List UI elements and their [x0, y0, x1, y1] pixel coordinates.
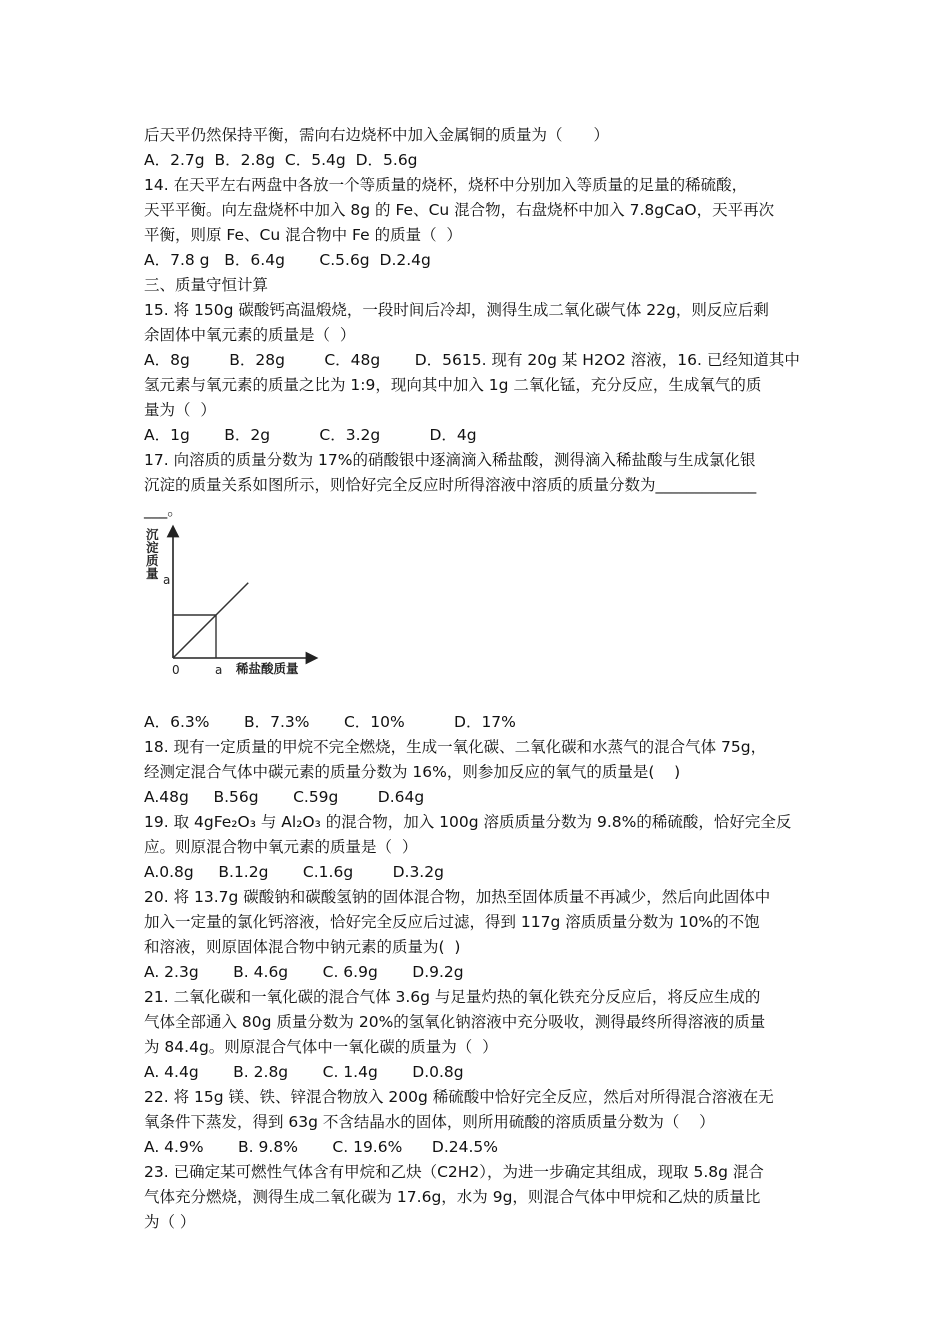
text-line: A．8g B．28g C．48g D．5615. 现有 20g 某 H2O2 溶液，16. 已经知道其中 [144, 351, 800, 369]
text-line: 22. 将 15g 镁、铁、锌混合物放入 200g 稀硫酸中恰好完全反应，然后对所得混合溶液在无 [144, 1088, 774, 1106]
text-line: 后天平仍然保持平衡，需向右边烧杯中加入金属铜的质量为（ ） [144, 126, 610, 144]
y-tick-label: a [163, 573, 171, 587]
y-axis-label-char: 沉 [146, 527, 159, 542]
text-line: 23. 已确定某可燃性气体含有甲烷和乙炔（C2H2），为进一步确定其组成，现取 5.8g 混合 [144, 1163, 764, 1181]
x-tick-label: a [215, 663, 223, 677]
y-axis-label-char: 量 [146, 566, 159, 581]
text-line: ___。 [144, 501, 183, 519]
text-line: 平衡，则原 Fe、Cu 混合物中 Fe 的质量（ ） [144, 226, 462, 244]
text-line: 19. 取 4gFe₂O₃ 与 Al₂O₃ 的混合物，加入 100g 溶质质量分数为 9.8%的稀硫酸，恰好完全反 [144, 813, 792, 831]
y-axis-label-char: 淀 [146, 540, 159, 555]
text-line: 沉淀的质量关系如图所示，则恰好完全反应时所得溶液中溶质的质量分数为_____________ [144, 476, 757, 494]
series-line [173, 583, 248, 658]
text-line: A. 4.9% B. 9.8% C. 19.6% D.24.5% [144, 1138, 498, 1156]
text-line: 14. 在天平左右两盘中各放一个等质量的烧杯，烧杯中分别加入等质量的足量的稀硫酸， [144, 176, 748, 194]
text-line: A.48g B.56g C.59g D.64g [144, 788, 425, 806]
text-line: 余固体中氧元素的质量是（ ） [144, 326, 356, 344]
text-line: 应。则原混合物中氧元素的质量是（ ） [144, 838, 418, 856]
document-content [144, 123, 810, 1235]
section-heading: 三、质量守恒计算 [144, 276, 269, 294]
text-line: 量为（ ） [144, 401, 216, 419]
text-line: 和溶液，则原固体混合物中钠元素的质量为( ) [144, 938, 461, 956]
text-line: 天平平衡。向左盘烧杯中加入 8g 的 Fe、Cu 混合物，右盘烧杯中加入 7.8gCaO，天平再次 [144, 201, 775, 219]
text-line: 为（ ） [144, 1213, 196, 1231]
text-line: 加入一定量的氯化钙溶液，恰好完全反应后过滤，得到 117g 溶质质量分数为 10%的不饱 [144, 913, 760, 931]
text-line: A．6.3% B．7.3% C．10% D．17% [144, 713, 516, 731]
text-line: 18. 现有一定质量的甲烷不完全燃烧，生成一氧化碳、二氧化碳和水蒸气的混合气体 75g， [144, 738, 767, 756]
chart-marks [173, 583, 248, 658]
x-axis-label: 稀盐酸质量 [236, 661, 299, 676]
text-line: A．2.7g B．2.8g C．5.4g D．5.6g [144, 151, 418, 169]
chart-svg [144, 523, 344, 683]
text-line: 氧条件下蒸发，得到 63g 不含结晶水的固体，则所用硫酸的溶质质量分数为（ ） [144, 1113, 715, 1131]
text-line: 氢元素与氧元素的质量之比为 1:9，现向其中加入 1g 二氧化锰，充分反应，生成氧气的质 [144, 376, 762, 394]
text-line: 为 84.4g。则原混合气体中一氧化碳的质量为（ ） [144, 1038, 498, 1056]
text-line: 气体充分燃烧，测得生成二氧化碳为 17.6g，水为 9g，则混合气体中甲烷和乙炔的质量比 [144, 1188, 761, 1206]
text-line: 20. 将 13.7g 碳酸钠和碳酸氢钠的固体混合物，加热至固体质量不再减少，然后向此固体中 [144, 888, 771, 906]
text-line: A.0.8g B.1.2g C.1.6g D.3.2g [144, 863, 444, 881]
origin-label: 0 [172, 663, 180, 677]
text-line: 经测定混合气体中碳元素的质量分数为 16%，则参加反应的氧气的质量是( ) [144, 763, 681, 781]
y-axis-label-char: 质 [146, 553, 159, 568]
text-line: 15. 将 150g 碳酸钙高温煅烧，一段时间后冷却，测得生成二氧化碳气体 22g，则反应后剩 [144, 301, 769, 319]
text-line: A．1g B．2g C．3.2g D．4g [144, 426, 477, 444]
text-line: A．7.8 g B．6.4g C.5.6g D.2.4g [144, 251, 431, 269]
text-line: A. 4.4g B. 2.8g C. 1.4g D.0.8g [144, 1063, 464, 1081]
text-line: 17. 向溶质的质量分数为 17%的硝酸银中逐滴滴入稀盐酸，测得滴入稀盐酸与生成氯化银 [144, 451, 756, 469]
text-line: 气体全部通入 80g 质量分数为 20%的氢氧化钠溶液中充分吸收，测得最终所得溶液的质量 [144, 1013, 766, 1031]
text-line: 21. 二氧化碳和一氧化碳的混合气体 3.6g 与足量灼热的氧化铁充分反应后，将反应生成的 [144, 988, 761, 1006]
text-line: A. 2.3g B. 4.6g C. 6.9g D.9.2g [144, 963, 464, 981]
precipitate-chart [144, 523, 810, 710]
y-axis-label [146, 527, 159, 581]
